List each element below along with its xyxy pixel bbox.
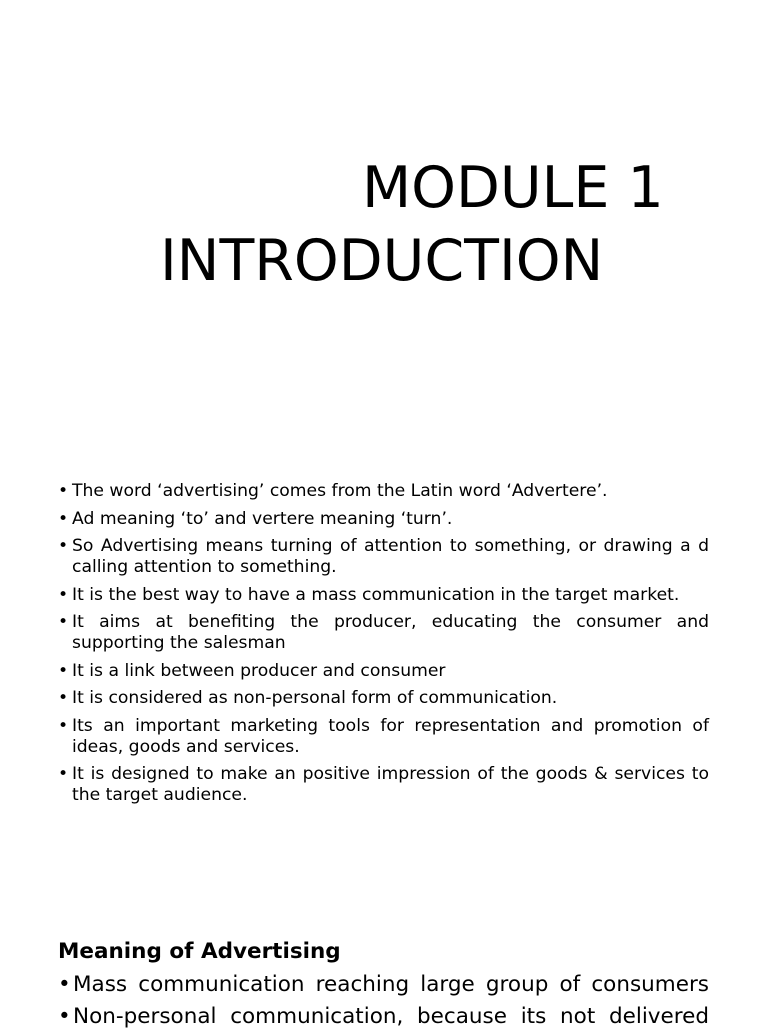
title-line-module: MODULE 1 bbox=[362, 155, 664, 221]
bullet-item: • It is a link between producer and consumer bbox=[58, 661, 709, 682]
bullet-item: • Ad meaning ‘to’ and vertere meaning ‘turn’. bbox=[58, 509, 709, 530]
meaning-item: • Non-personal communication, because its not delivered bbox=[58, 1002, 709, 1031]
bullet-item: • It is designed to make an positive impression of the goods & services to the target audience. bbox=[58, 764, 709, 806]
bullet-item: • It aims at benefiting the producer, educating the consumer and supporting the salesman bbox=[58, 612, 709, 654]
bullet-item: • It is the best way to have a mass communication in the target market. bbox=[58, 585, 709, 606]
slide-title bbox=[0, 152, 768, 298]
bullet-item: • It is considered as non-personal form of communication. bbox=[58, 688, 709, 709]
meaning-item: • Mass communication reaching large group of consumers bbox=[58, 970, 709, 999]
title-line-introduction: INTRODUCTION bbox=[160, 228, 604, 294]
meaning-heading: Meaning of Advertising bbox=[58, 939, 341, 964]
meaning-bullet-list bbox=[58, 970, 709, 1034]
bullet-item: • The word ‘advertising’ comes from the Latin word ‘Advertere’. bbox=[58, 481, 709, 502]
advertising-bullet-list bbox=[58, 481, 709, 813]
bullet-item: • Its an important marketing tools for representation and promotion of ideas, goods and services. bbox=[58, 716, 709, 758]
bullet-item: • So Advertising means turning of attention to something, or drawing a d calling attention to something. bbox=[58, 536, 709, 578]
